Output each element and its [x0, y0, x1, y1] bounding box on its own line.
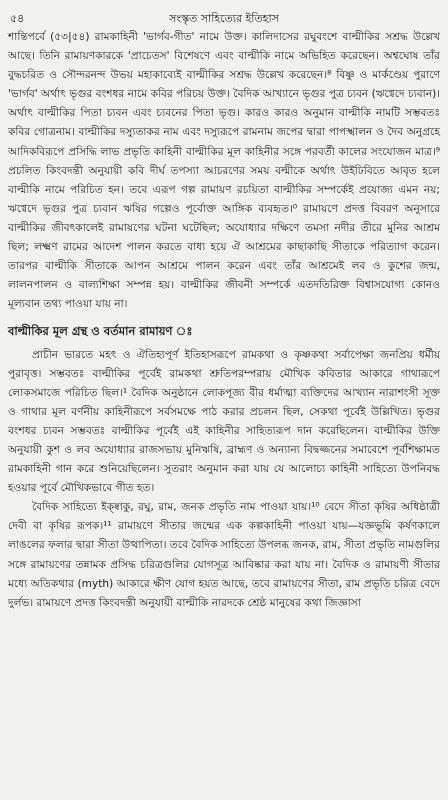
- section-heading: বাল্মীকির মূল গ্রন্থ ও বর্তমান রামায়ণ ঃ: [8, 324, 193, 339]
- body-paragraph: শান্তিপর্বে (৫৩|৫৪) রামকাহিনী 'ভার্গব-গীত' নামে উক্ত। কালিদাসের রঘুবংশে বাল্মীকির সশ্রদ্ধ উল্লেখ আছে। তিনি রামায়ণকারকে 'প্রাচেতস' বিশেষণে এবং বাল্মীকি নামে অভিহিত করেছেন। অশ্বঘোষ তাঁর বুদ্ধচরিত ও সৌন্দরনন্দ উভয় মহাকাব্যেই বাল্মীকির সশ্রদ্ধ উল্লেখ করেছেন।⁸ বিষ্ণু ও মার্কণ্ডেয় পুরাণে 'ভার্গব' অর্থাৎ ভৃগুর বংশধর নামে কবির পরিচয় উক্ত। বৈদিক আখ্যানে ভৃগুর পুত্র চ্যবন (ঋগ্বেদে চ্যবান)। অর্থাৎ বাল্মীকির পিতা চ্যবন এবং চ্যবনের পিতা ভৃগু। কারও কারও অনুমান বাল্মীকি নামটি সম্ভবতঃ কবির গোত্রনাম। বাল্মীকির দস্যুতাকর নাম এবং দস্যুরূপে রামনাম জপের দ্বারা পাপস্খালন ও দৈব অনুগ্রহে আদিকবিরূপে প্রসিদ্ধি লাভ প্রভৃতি কাহিনী বাল্মীকির মূল কাহিনীর সঙ্গে পরবর্তী কালের সংযোজন মাত্র।⁹ প্রচলিত কিংবদন্তী অনুযায়ী কবি দীর্ঘ তপস্যা আচরণের সময় বল্মীকে অর্থাৎ উইঢিবিতে আবৃত হলে বাল্মীকি নামে পরিচিত হন। তবে এরূপ গল্প রামায়ণ রচয়িতা বাল্মীকির সম্পর্কেই প্রযোজ্য এমন নয়; ঋগ্বেদে ভৃগুর পুত্র চ্যবান ঋষির গল্পেও পূর্বোক্ত আঙ্গিক ব্যবহৃত।⁰ রামায়ণে প্রদত্ত বিবরণ অনুসারে বাল্মীকির জীবৎকালেই রামায়ণের ঘটনা ঘটেছিল; অযোধ্যার দক্ষিণে তমসা নদীর তীরে মুনির আশ্রম ছিল; লক্ষ্মণ রামের আদেশ পালন করতে বাধ্য হয়ে ঐ আশ্রমের কাছাকাছি সীতাকে পরিত্যাগ করেন। তারপর বাল্মীকি সীতাকে আপন আশ্রমে পালন করেন এবং তাঁর আশ্রমেই লব ও কুশের জন্ম, লালনপালন ও বাল্যশিক্ষা সম্পন্ন হয়। বাল্মীকির জীবনী সম্পর্কে এতদতিরিক্ত বিশ্বাসযোগ্য কোনও মূল্যবান তথ্য পাওয়া যায় না।: [8, 31, 440, 311]
- running-title: সংস্কৃত সাহিত্যের ইতিহাস: [169, 12, 279, 25]
- page-number: ৫৪: [10, 12, 25, 25]
- page-header: [8, 8, 440, 28]
- page-body: [8, 28, 440, 613]
- body-paragraph: বৈদিক সাহিত্যে ইক্ষ্বাকু, রঘু, রাম, জনক প্রভৃতি নাম পাওয়া যায়।¹⁰ বেদে সীতা কৃষির অধিষ্ঠাত্রী দেবী বা কৃষির রূপক।¹¹ রামায়ণে সীতার জন্মের এক কল্পকাহিনী পাওয়া যায়—যজ্ঞভূমি কর্ষণকালে লাঙলের ফলার দ্বারা সীতা উত্থাপিতা। তবে বৈদিক সাহিত্যে উপলব্ধ জনক, রাম, সীতা প্রভৃতি নামগুলির সঙ্গে রামায়ণের তন্নামক প্রসিদ্ধ চরিত্রগুলির যোগসূত্র আবিষ্কার করা যায় না। বৈদিক ও রামায়ণী সীতার মধ্যে অতিকথার (myth) আকারে ক্ষীণ যোগ হয়ত আছে, তবে রামায়ণের সীতা, রাম প্রভৃতি চরিত্র বেদে দুর্লভ। রামায়ণে প্রদত্ত কিংবদন্তী অনুযায়ী বাল্মীকি নারদকে শ্রেষ্ঠ মানুষের কথা জিজ্ঞাসা: [8, 501, 440, 609]
- body-paragraph: প্রাচীন ভারতে মহৎ ও ঐতিহ্যপূর্ণ ইতিহাসরূপে রামকথা ও কৃষ্ণকথা সর্বাপেক্ষা জনপ্রিয় ধর্মীয় পুরাবৃত্ত। সম্ভবতঃ বাল্মীকির পূর্বেই রামকথা শ্রুতিপরম্পরায় মৌখিক কবিতার আকারে গাথারূপে লোকসমাজে পরিচিত ছিল।¹ বৈদিক অনুষ্ঠানে লোকপূজ্য বীর ধর্মাত্মা ব্যক্তিদের আখ্যান নারাশংসী সূক্ত ও গাথার মূল বর্ণনীয় কাহিনীরূপে সর্বসমক্ষে পাঠ করার প্রচলন ছিল, সেকথা পূর্বেই উল্লিখিত। ভৃগুর বংশধর চ্যবন সম্ভবতঃ বাল্মীকির পূর্বেই এই কাহিনীর সাহিত্যরূপ দান করেছিলেন। বাল্মীকির উক্তি অনুযায়ী কুশ ও লব অযোধ্যার রাজসভায় মুনিঋষি, ব্রাহ্মণ ও অন্যান্য বিদ্বজ্জনের সমাবেশে পূর্বশিক্ষামত রামকাহিনী গান করে শুনিয়েছিলেন। সুতরাং অনুমান করা যায় যে আলোচ্য কাহিনী সাহিত্যে উপনিবদ্ধ হওয়ার পূর্বে মৌখিকভাবে গীত হত।: [8, 348, 440, 495]
